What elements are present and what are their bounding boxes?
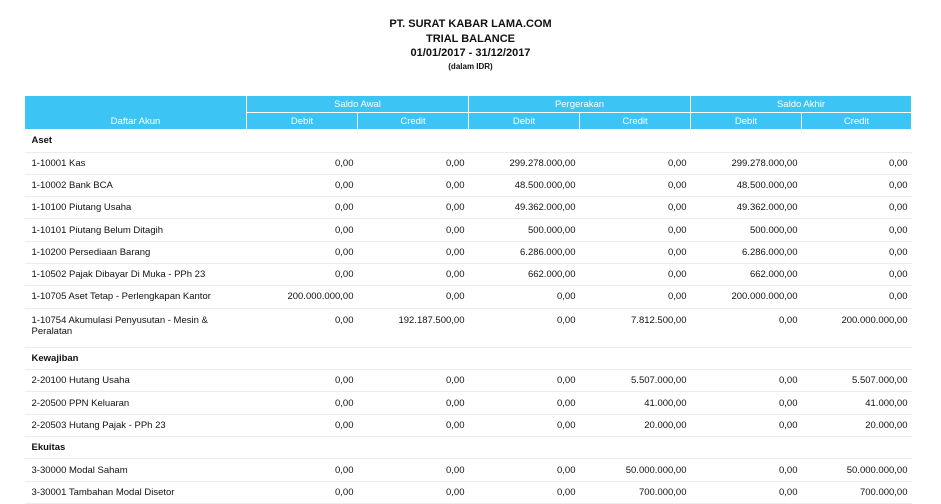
table-row bbox=[25, 152, 912, 174]
pergerakan-debit-cell: 0,00 bbox=[469, 286, 580, 308]
credit-header: Credit bbox=[802, 113, 912, 130]
saldo-akhir-debit-cell: 0,00 bbox=[691, 414, 802, 436]
saldo-akhir-credit-cell: 0,00 bbox=[802, 197, 912, 219]
saldo-awal-debit-cell: 0,00 bbox=[247, 481, 358, 503]
saldo-awal-credit-cell: 0,00 bbox=[358, 219, 469, 241]
saldo-awal-credit-cell: 0,00 bbox=[358, 370, 469, 392]
report-title: TRIAL BALANCE bbox=[425, 32, 515, 45]
pergerakan-debit-cell: 0,00 bbox=[469, 392, 580, 414]
pergerakan-credit-cell: 0,00 bbox=[580, 197, 691, 219]
saldo-akhir-credit-cell: 700.000,00 bbox=[802, 481, 912, 503]
saldo-awal-credit-cell: 0,00 bbox=[358, 152, 469, 174]
currency-note: (dalam IDR) bbox=[448, 61, 493, 71]
section-row bbox=[25, 130, 912, 153]
saldo-awal-debit-cell: 0,00 bbox=[247, 197, 358, 219]
credit-header: Credit bbox=[580, 113, 691, 130]
account-name: 1-10705 Aset Tetap - Perlengkapan Kantor bbox=[25, 286, 247, 308]
pergerakan-credit-cell: 7.812.500,00 bbox=[580, 308, 691, 347]
debit-header: Debit bbox=[247, 113, 358, 130]
table-row bbox=[25, 174, 912, 196]
group-header-saldo-awal: Saldo Awal bbox=[247, 96, 469, 113]
saldo-akhir-credit-cell: 5.507.000,00 bbox=[802, 370, 912, 392]
saldo-awal-debit-cell: 0,00 bbox=[247, 308, 358, 347]
account-name: 1-10002 Bank BCA bbox=[25, 174, 247, 196]
table-row bbox=[25, 286, 912, 308]
saldo-akhir-credit-cell: 0,00 bbox=[802, 174, 912, 196]
group-header-pergerakan: Pergerakan bbox=[469, 96, 691, 113]
table-row bbox=[25, 241, 912, 263]
account-name: 3-30001 Tambahan Modal Disetor bbox=[25, 481, 247, 503]
saldo-akhir-debit-cell: 0,00 bbox=[691, 308, 802, 347]
section-row bbox=[25, 436, 912, 459]
pergerakan-debit-cell: 500.000,00 bbox=[469, 219, 580, 241]
saldo-awal-debit-cell: 200.000.000,00 bbox=[247, 286, 358, 308]
saldo-awal-credit-cell: 0,00 bbox=[358, 241, 469, 263]
saldo-akhir-credit-cell: 41.000,00 bbox=[802, 392, 912, 414]
header-row-groups bbox=[25, 96, 912, 113]
pergerakan-debit-cell: 0,00 bbox=[469, 481, 580, 503]
saldo-awal-credit-cell: 0,00 bbox=[358, 481, 469, 503]
saldo-akhir-credit-cell: 0,00 bbox=[802, 286, 912, 308]
account-name: 1-10100 Piutang Usaha bbox=[25, 197, 247, 219]
saldo-akhir-credit-cell: 200.000.000,00 bbox=[802, 308, 912, 347]
saldo-akhir-debit-cell: 49.362.000,00 bbox=[691, 197, 802, 219]
pergerakan-credit-cell: 0,00 bbox=[580, 174, 691, 196]
section-row bbox=[25, 347, 912, 370]
saldo-awal-credit-cell: 0,00 bbox=[358, 197, 469, 219]
table-row bbox=[25, 481, 912, 503]
account-name: 3-30000 Modal Saham bbox=[25, 459, 247, 481]
section-title: Aset bbox=[25, 130, 912, 153]
account-name: 1-10001 Kas bbox=[25, 152, 247, 174]
pergerakan-credit-cell: 700.000,00 bbox=[580, 481, 691, 503]
pergerakan-debit-cell: 48.500.000,00 bbox=[469, 174, 580, 196]
section-title: Ekuitas bbox=[25, 436, 912, 459]
pergerakan-debit-cell: 662.000,00 bbox=[469, 263, 580, 285]
pergerakan-credit-cell: 0,00 bbox=[580, 241, 691, 263]
pergerakan-credit-cell: 50.000.000,00 bbox=[580, 459, 691, 481]
pergerakan-credit-cell: 5.507.000,00 bbox=[580, 370, 691, 392]
saldo-awal-debit-cell: 0,00 bbox=[247, 241, 358, 263]
saldo-akhir-debit-cell: 0,00 bbox=[691, 481, 802, 503]
account-name: 1-10200 Persediaan Barang bbox=[25, 241, 247, 263]
account-column-header: Daftar Akun bbox=[25, 96, 247, 130]
saldo-akhir-debit-cell: 6.286.000,00 bbox=[691, 241, 802, 263]
saldo-awal-debit-cell: 0,00 bbox=[247, 414, 358, 436]
account-name: 2-20503 Hutang Pajak - PPh 23 bbox=[25, 414, 247, 436]
table-row bbox=[25, 263, 912, 285]
saldo-akhir-credit-cell: 50.000.000,00 bbox=[802, 459, 912, 481]
pergerakan-credit-cell: 0,00 bbox=[580, 219, 691, 241]
saldo-akhir-credit-cell: 0,00 bbox=[802, 219, 912, 241]
credit-header: Credit bbox=[358, 113, 469, 130]
table-row bbox=[25, 414, 912, 436]
table-row bbox=[25, 370, 912, 392]
saldo-akhir-debit-cell: 48.500.000,00 bbox=[691, 174, 802, 196]
saldo-akhir-debit-cell: 200.000.000,00 bbox=[691, 286, 802, 308]
pergerakan-debit-cell: 0,00 bbox=[469, 459, 580, 481]
saldo-akhir-debit-cell: 0,00 bbox=[691, 459, 802, 481]
account-name: 1-10101 Piutang Belum Ditagih bbox=[25, 219, 247, 241]
pergerakan-credit-cell: 41.000,00 bbox=[580, 392, 691, 414]
saldo-awal-debit-cell: 0,00 bbox=[247, 152, 358, 174]
saldo-awal-debit-cell: 0,00 bbox=[247, 263, 358, 285]
table-row bbox=[25, 459, 912, 481]
saldo-akhir-debit-cell: 662.000,00 bbox=[691, 263, 802, 285]
saldo-awal-credit-cell: 0,00 bbox=[358, 263, 469, 285]
saldo-awal-credit-cell: 0,00 bbox=[358, 414, 469, 436]
saldo-akhir-credit-cell: 0,00 bbox=[802, 241, 912, 263]
saldo-awal-credit-cell: 0,00 bbox=[358, 459, 469, 481]
table-body bbox=[25, 130, 912, 504]
account-name: 2-20500 PPN Keluaran bbox=[25, 392, 247, 414]
pergerakan-credit-cell: 0,00 bbox=[580, 286, 691, 308]
pergerakan-credit-cell: 0,00 bbox=[580, 152, 691, 174]
pergerakan-credit-cell: 20.000,00 bbox=[580, 414, 691, 436]
table-row bbox=[25, 197, 912, 219]
saldo-akhir-debit-cell: 299.278.000,00 bbox=[691, 152, 802, 174]
group-header-saldo-akhir: Saldo Akhir bbox=[691, 96, 912, 113]
saldo-awal-debit-cell: 0,00 bbox=[247, 219, 358, 241]
table-row bbox=[25, 308, 912, 347]
account-name: 2-20100 Hutang Usaha bbox=[25, 370, 247, 392]
saldo-awal-debit-cell: 0,00 bbox=[247, 370, 358, 392]
saldo-akhir-debit-cell: 0,00 bbox=[691, 392, 802, 414]
saldo-akhir-debit-cell: 0,00 bbox=[691, 370, 802, 392]
pergerakan-debit-cell: 0,00 bbox=[469, 370, 580, 392]
table-row bbox=[25, 392, 912, 414]
pergerakan-debit-cell: 0,00 bbox=[469, 414, 580, 436]
pergerakan-debit-cell: 0,00 bbox=[469, 308, 580, 347]
saldo-akhir-debit-cell: 500.000,00 bbox=[691, 219, 802, 241]
pergerakan-credit-cell: 0,00 bbox=[580, 263, 691, 285]
pergerakan-debit-cell: 299.278.000,00 bbox=[469, 152, 580, 174]
saldo-akhir-credit-cell: 20.000,00 bbox=[802, 414, 912, 436]
account-name: 1-10502 Pajak Dibayar Di Muka - PPh 23 bbox=[25, 263, 247, 285]
section-title: Kewajiban bbox=[25, 347, 912, 370]
saldo-akhir-credit-cell: 0,00 bbox=[802, 152, 912, 174]
saldo-awal-credit-cell: 0,00 bbox=[358, 286, 469, 308]
report-period: 01/01/2017 - 31/12/2017 bbox=[410, 47, 531, 59]
saldo-awal-credit-cell: 0,00 bbox=[358, 174, 469, 196]
pergerakan-debit-cell: 49.362.000,00 bbox=[469, 197, 580, 219]
trial-balance-table bbox=[24, 95, 912, 504]
saldo-awal-debit-cell: 0,00 bbox=[247, 459, 358, 481]
saldo-akhir-credit-cell: 0,00 bbox=[802, 263, 912, 285]
report-header bbox=[0, 0, 941, 72]
saldo-awal-debit-cell: 0,00 bbox=[247, 174, 358, 196]
saldo-awal-credit-cell: 192.187.500,00 bbox=[358, 308, 469, 347]
company-name: PT. SURAT KABAR LAMA.COM bbox=[389, 18, 552, 30]
pergerakan-debit-cell: 6.286.000,00 bbox=[469, 241, 580, 263]
table-row bbox=[25, 219, 912, 241]
debit-header: Debit bbox=[691, 113, 802, 130]
account-name: 1-10754 Akumulasi Penyusutan - Mesin & Peralatan bbox=[25, 308, 247, 347]
saldo-awal-credit-cell: 0,00 bbox=[358, 392, 469, 414]
saldo-awal-debit-cell: 0,00 bbox=[247, 392, 358, 414]
debit-header: Debit bbox=[469, 113, 580, 130]
